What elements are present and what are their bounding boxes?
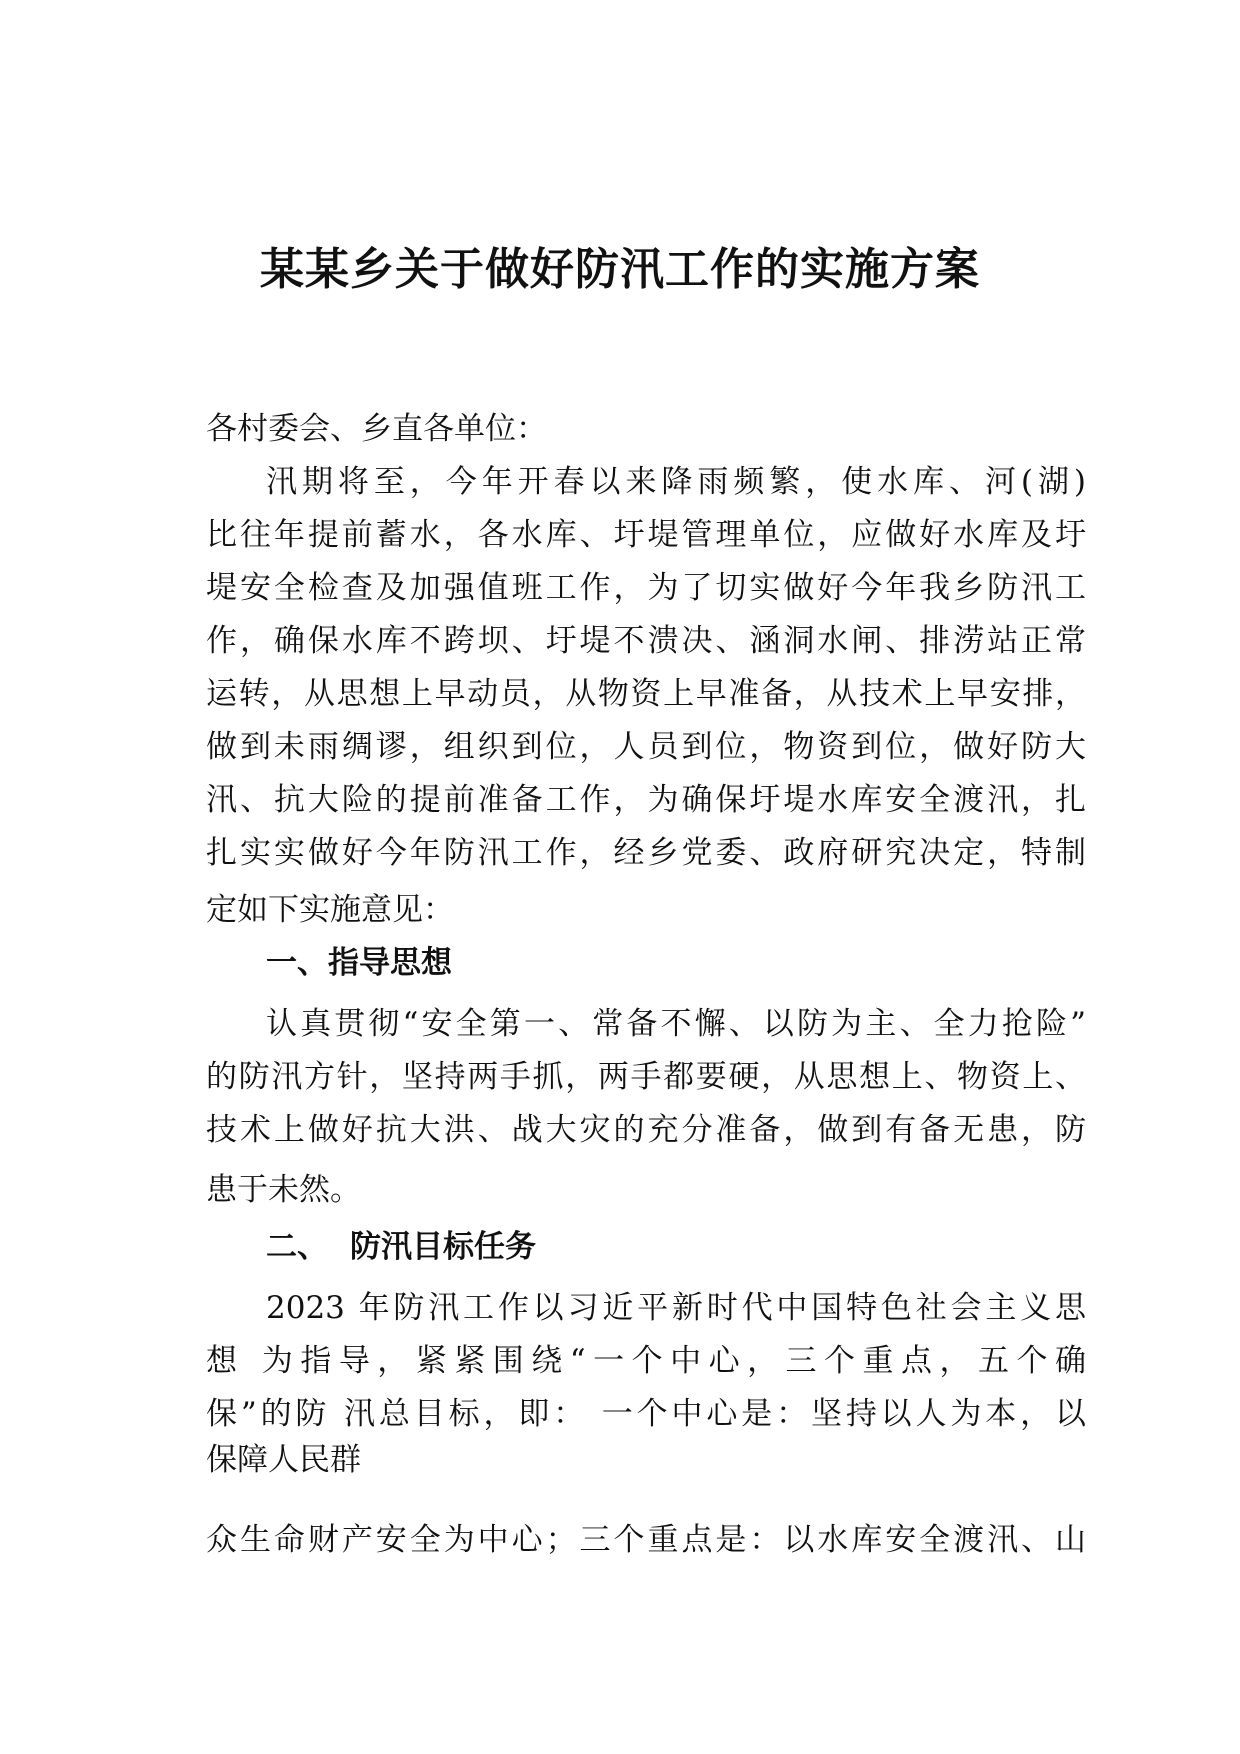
salutation: 各村委会、乡直各单位： [206,411,547,447]
section-line: 患于未然。 [206,1172,361,1208]
section-line: 众生命财产安全为中心；三个重点是：以水库安全渡汛、山 [206,1522,1086,1558]
section-heading: 一、指导思想 [266,945,452,981]
intro-line: 汛期将至，今年开春以来降雨频繁，使水库、河(湖) [266,464,1086,500]
section-heading-number: 二、 [266,1229,328,1265]
section-heading [266,1227,536,1267]
intro-line: 汛、抗大险的提前准备工作，为确保圩堤水库安全渡汛，扎 [206,782,1086,818]
section-line: 认真贯彻“安全第一、常备不懈、以防为主、全力抢险” [266,1006,1086,1042]
document-title: 某某乡关于做好防汛工作的实施方案 [260,244,980,295]
intro-line: 定如下实施意见： [206,892,454,928]
section-line: 保障人民群 [206,1442,361,1478]
section-heading-text: 防汛目标任务 [350,1229,536,1265]
section-line: 技术上做好抗大洪、战大灾的充分准备，做到有备无患，防 [206,1112,1086,1148]
intro-line: 比往年提前蓄水，各水库、圩堤管理单位，应做好水库及圩 [206,517,1086,553]
section-line: 的防汛方针，坚持两手抓，两手都要硬，从思想上、物资上、 [206,1059,1086,1095]
section-line: 2023 年防汛工作以习近平新时代中国特色社会主义思 [266,1290,1086,1326]
intro-line: 运转，从思想上早动员，从物资上早准备，从技术上早安排， [206,676,1086,712]
intro-line: 扎实实做好今年防汛工作，经乡党委、政府研究决定，特制 [206,835,1086,871]
section-line: 保”的防 汛总目标，即： 一个中心是：坚持以人为本，以 [206,1396,1086,1432]
intro-line: 做到未雨绸谬，组织到位，人员到位，物资到位，做好防大 [206,729,1086,765]
intro-line: 作，确保水库不跨坝、圩堤不溃决、涵洞水闸、排涝站正常 [206,623,1086,659]
intro-line: 堤安全检查及加强值班工作，为了切实做好今年我乡防汛工 [206,570,1086,606]
section-line: 想 为指导，紧紧围绕“一个中心，三个重点，五个确 [206,1343,1086,1379]
